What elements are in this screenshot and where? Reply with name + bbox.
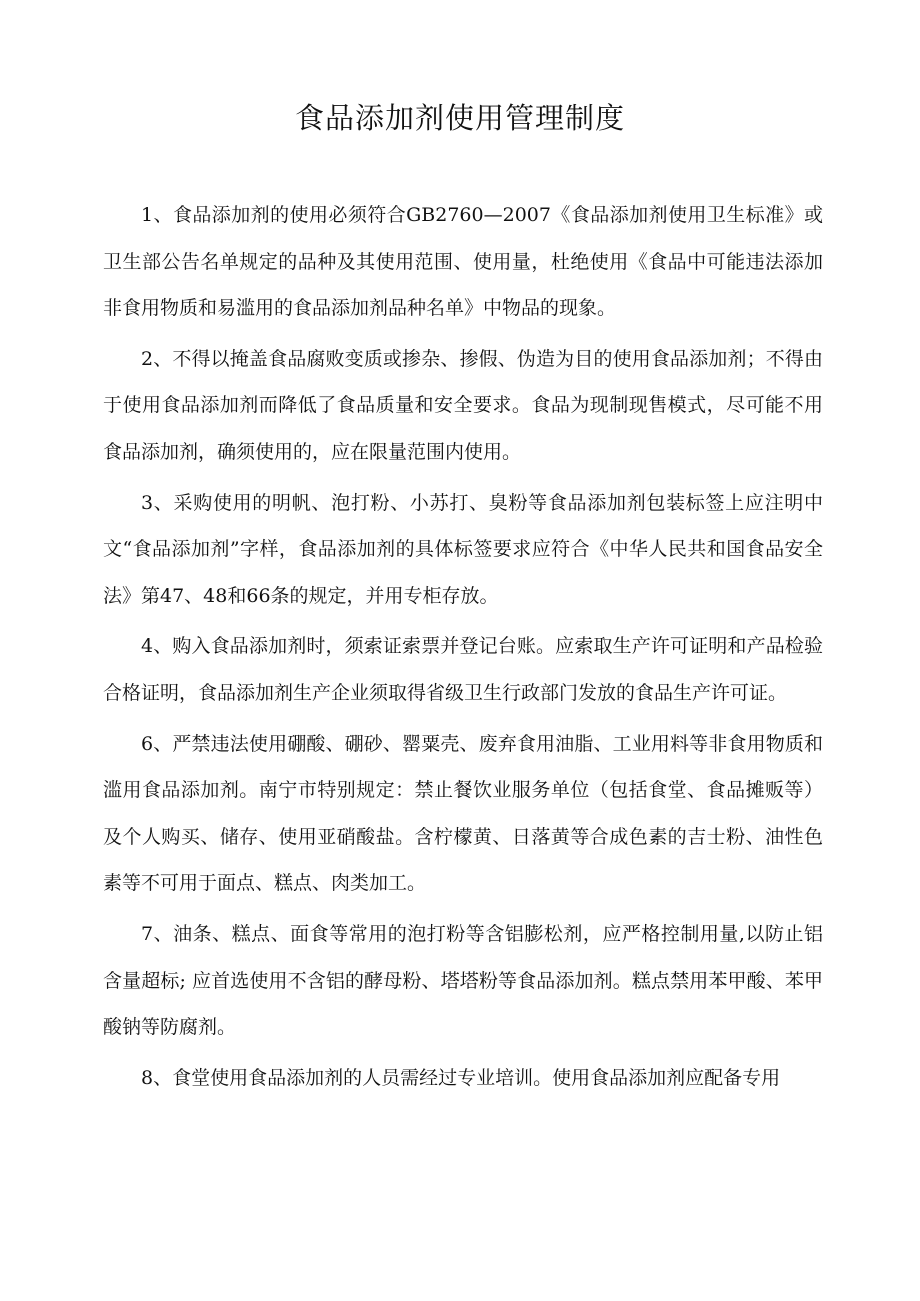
paragraph-8: 8、食堂使用食品添加剂的人员需经过专业培训。使用食品添加剂应配备专用 bbox=[141, 1066, 781, 1089]
document-body bbox=[103, 192, 823, 1105]
document-title: 食品添加剂使用管理制度 bbox=[294, 101, 625, 135]
paragraph-7: 7、油条、糕点、面食等常用的泡打粉等含铝膨松剂，应严格控制用量,以防止铝含量超标; 应首选使用不含铝的酵母粉、塔塔粉等食品添加剂。糕点禁用苯甲酸、苯甲酸钠等防腐剂。 bbox=[103, 922, 823, 1039]
paragraph-6: 6、严禁违法使用硼酸、硼砂、罂粟壳、废弃食用油脂、工业用料等非食用物质和滥用食品添加剂。南宁市特别规定：禁止餐饮业服务单位（包括食堂、食品摊贩等）及个人购买、储存、使用亚硝酸盐。含柠檬黄、日落黄等合成色素的吉士粉、油性色素等不可用于面点、糕点、肉类加工。 bbox=[103, 732, 823, 895]
paragraph-3: 3、采购使用的明帆、泡打粉、小苏打、臭粉等食品添加剂包装标签上应注明中文“食品添加剂”字样，食品添加剂的具体标签要求应符合《中华人民共和国食品安全法》第47、48和66条的规定，并用专柜存放。 bbox=[103, 491, 823, 607]
paragraph-2: 2、不得以掩盖食品腐败变质或掺杂、掺假、伪造为目的使用食品添加剂；不得由于使用食品添加剂而降低了食品质量和安全要求。食品为现制现售模式，尽可能不用食品添加剂，确须使用的，应在限量范围内使用。 bbox=[103, 347, 823, 463]
paragraph-4: 4、购入食品添加剂时，须索证索票并登记台账。应索取生产许可证明和产品检验合格证明，食品添加剂生产企业须取得省级卫生行政部门发放的食品生产许可证。 bbox=[103, 635, 823, 704]
paragraph-1: 1、食品添加剂的使用必须符合GB2760—2007《食品添加剂使用卫生标准》或卫生部公告名单规定的品种及其使用范围、使用量，杜绝使用《食品中可能违法添加非食用物质和易滥用的食品添加剂品种名单》中物品的现象。 bbox=[103, 204, 823, 320]
